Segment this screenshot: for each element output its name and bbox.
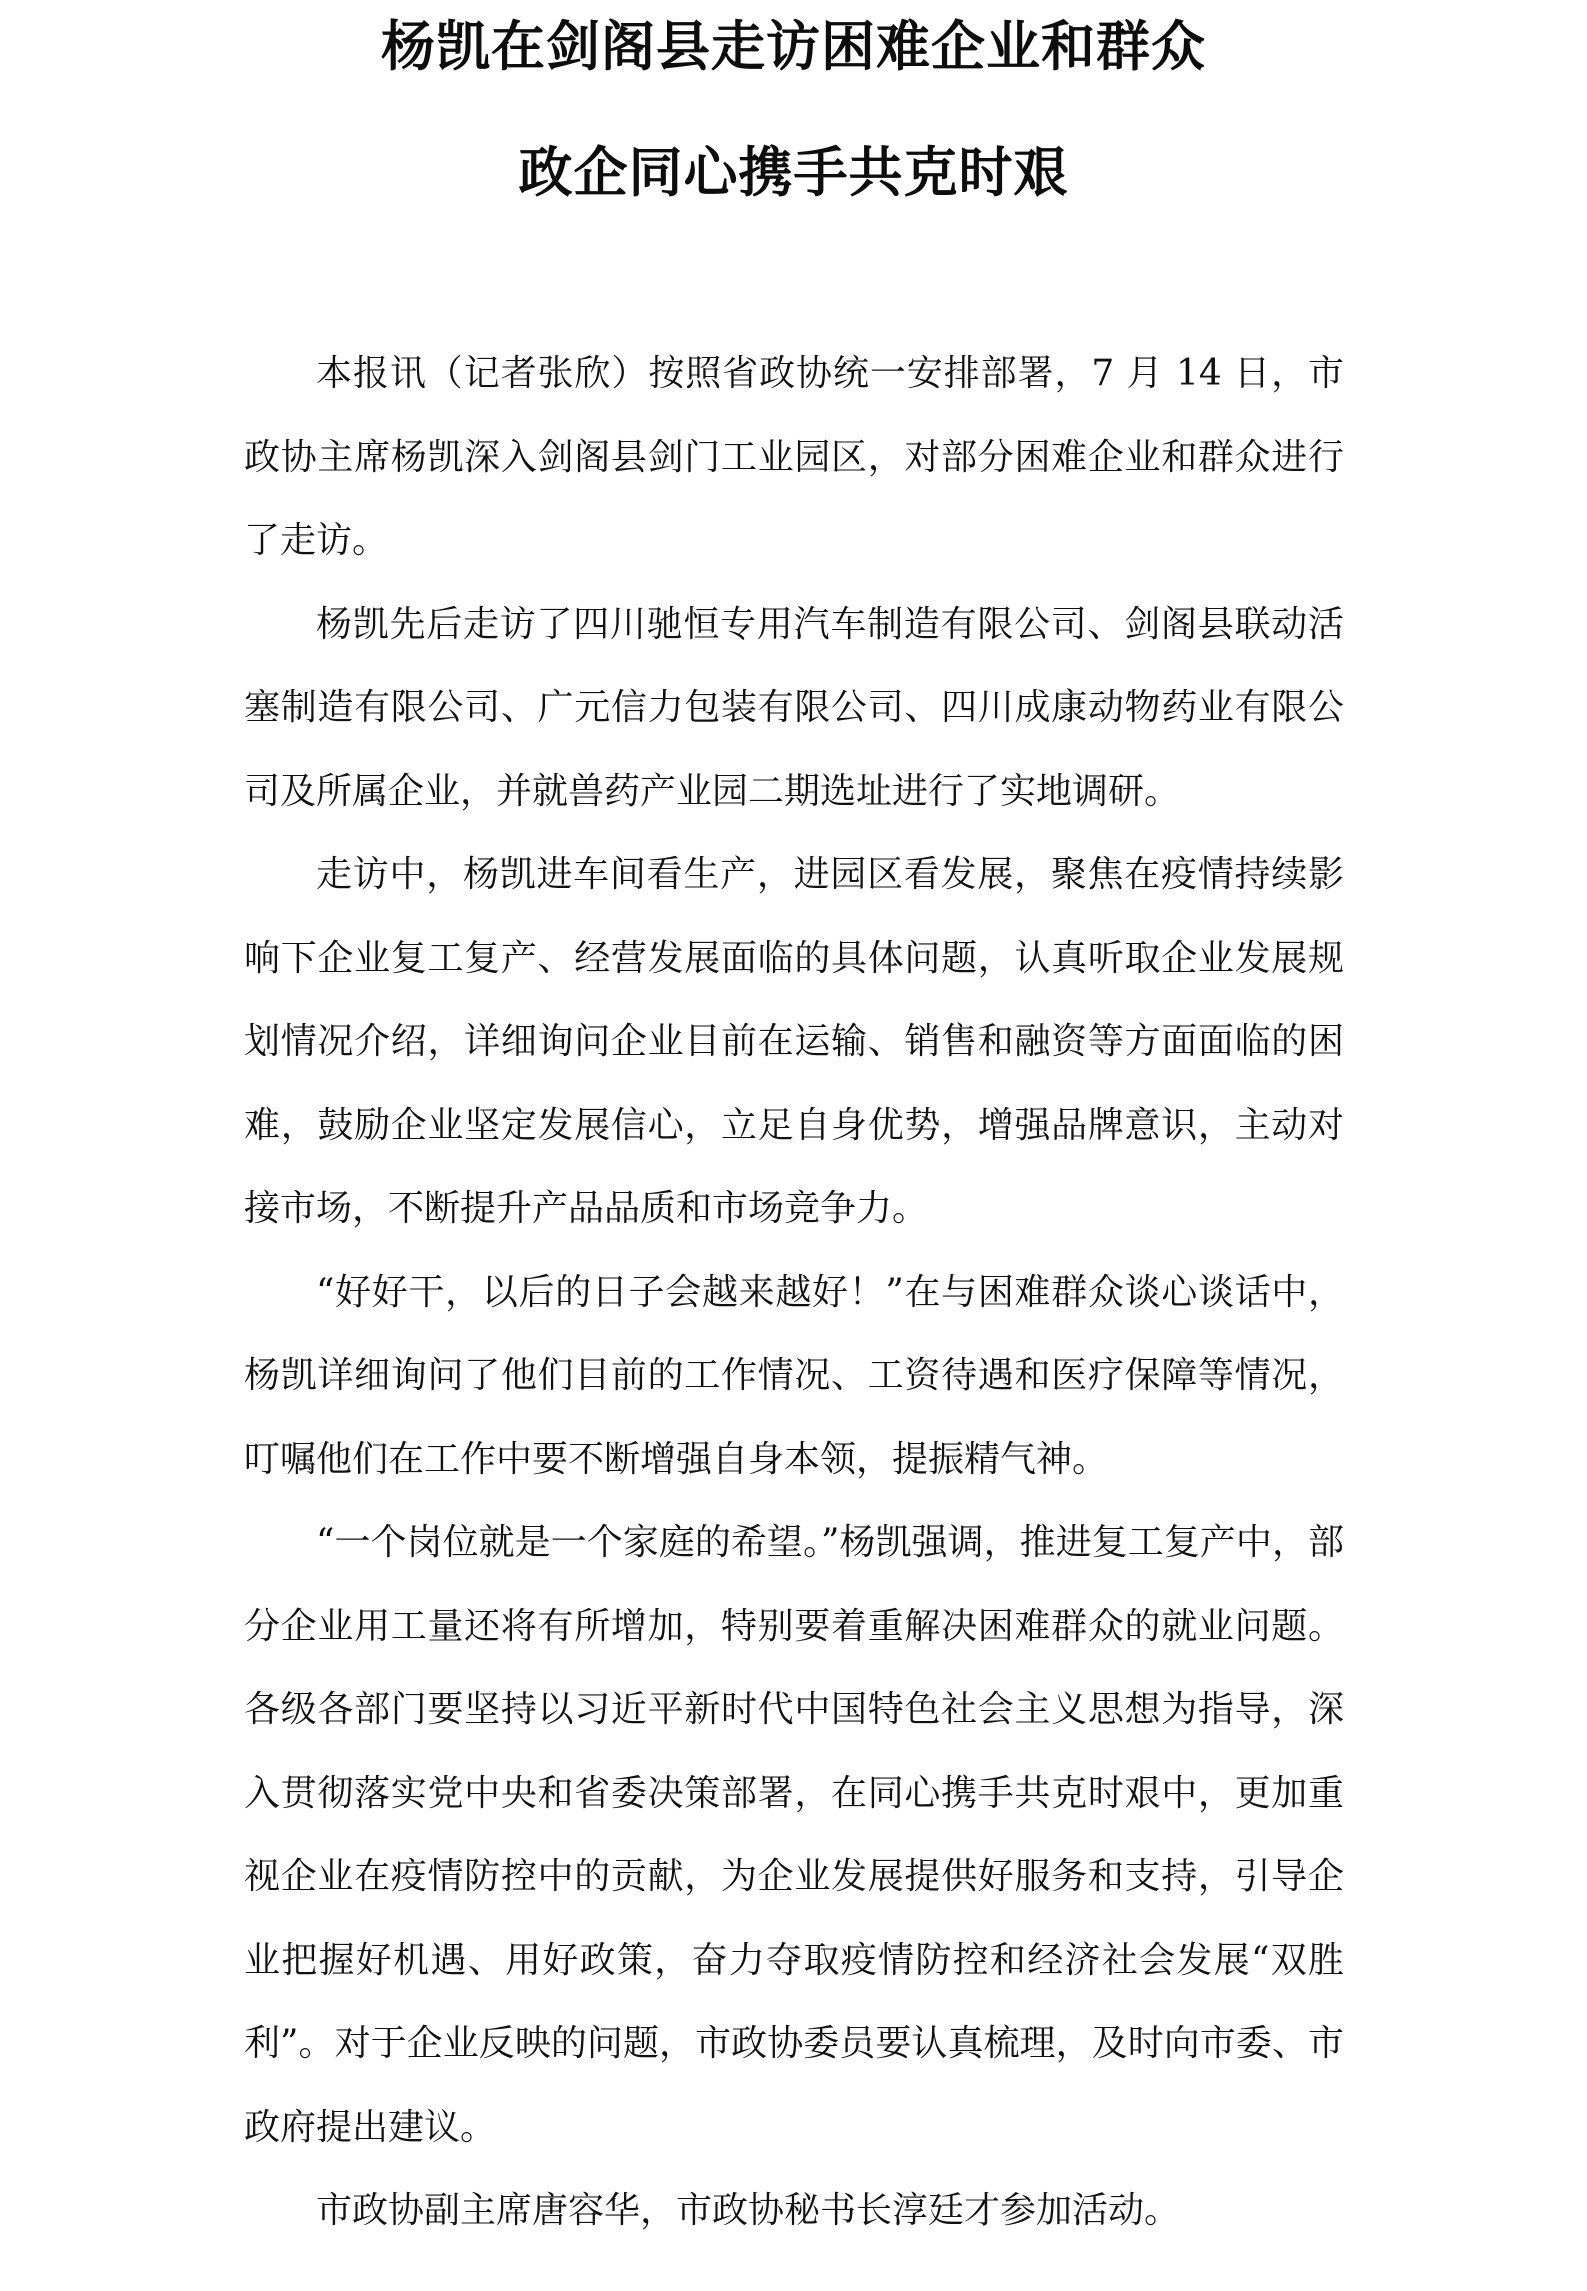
- paragraph-residents-talk: “好好干，以后的日子会越来越好！”在与困难群众谈心谈话中，杨凯详细询问了他们目前的工作情况、工资待遇和医疗保障等情况，叮嘱他们在工作中要不断增强自身本领，提振精气神。: [244, 1271, 1344, 1480]
- paragraph-attendees: 市政协副主席唐容华，市政协秘书长淳廷才参加活动。: [316, 2190, 1181, 2231]
- article-body: [244, 332, 1344, 2253]
- paragraph-visit-details: 走访中，杨凯进车间看生产，进园区看发展，聚焦在疫情持续影响下企业复工复产、经营发展面临的具体问题，认真听取企业发展规划情况介绍，详细询问企业目前在运输、销售和融资等方面面临的困难，鼓励企业坚定发展信心，立足自身优势，增强品牌意识，主动对接市场，不断提升产品品质和市场竞争力。: [244, 854, 1344, 1229]
- subheadline: 政企同心携手共克时艰: [518, 140, 1069, 204]
- paragraph-intro: 本报讯（记者张欣）按照省政协统一安排部署，7 月 14 日，市政协主席杨凯深入剑阁县剑门工业园区，对部分困难企业和群众进行了走访。: [244, 353, 1344, 561]
- paragraph-companies-visited: 杨凯先后走访了四川驰恒专用汽车制造有限公司、剑阁县联动活塞制造有限公司、广元信力包装有限公司、四川成康动物药业有限公司及所属企业，并就兽药产业园二期选址进行了实地调研。: [244, 603, 1344, 812]
- headline: 杨凯在剑阁县走访困难企业和群众: [381, 14, 1206, 78]
- paragraph-emphasis: “一个岗位就是一个家庭的希望。”杨凯强调，推进复工复产中，部分企业用工量还将有所增加，特别要着重解决困难群众的就业问题。各级各部门要坚持以习近平新时代中国特色社会主义思想为指导，深入贯彻落实党中央和省委决策部署，在同心携手共克时艰中，更加重视企业在疫情防控中的贡献，为企业发展提供好服务和支持，引导企业把握好机遇、用好政策，奋力夺取疫情防控和经济社会发展“双胜利”。对于企业反映的问题，市政协委员要认真梳理，及时向市委、市政府提出建议。: [244, 1522, 1344, 2148]
